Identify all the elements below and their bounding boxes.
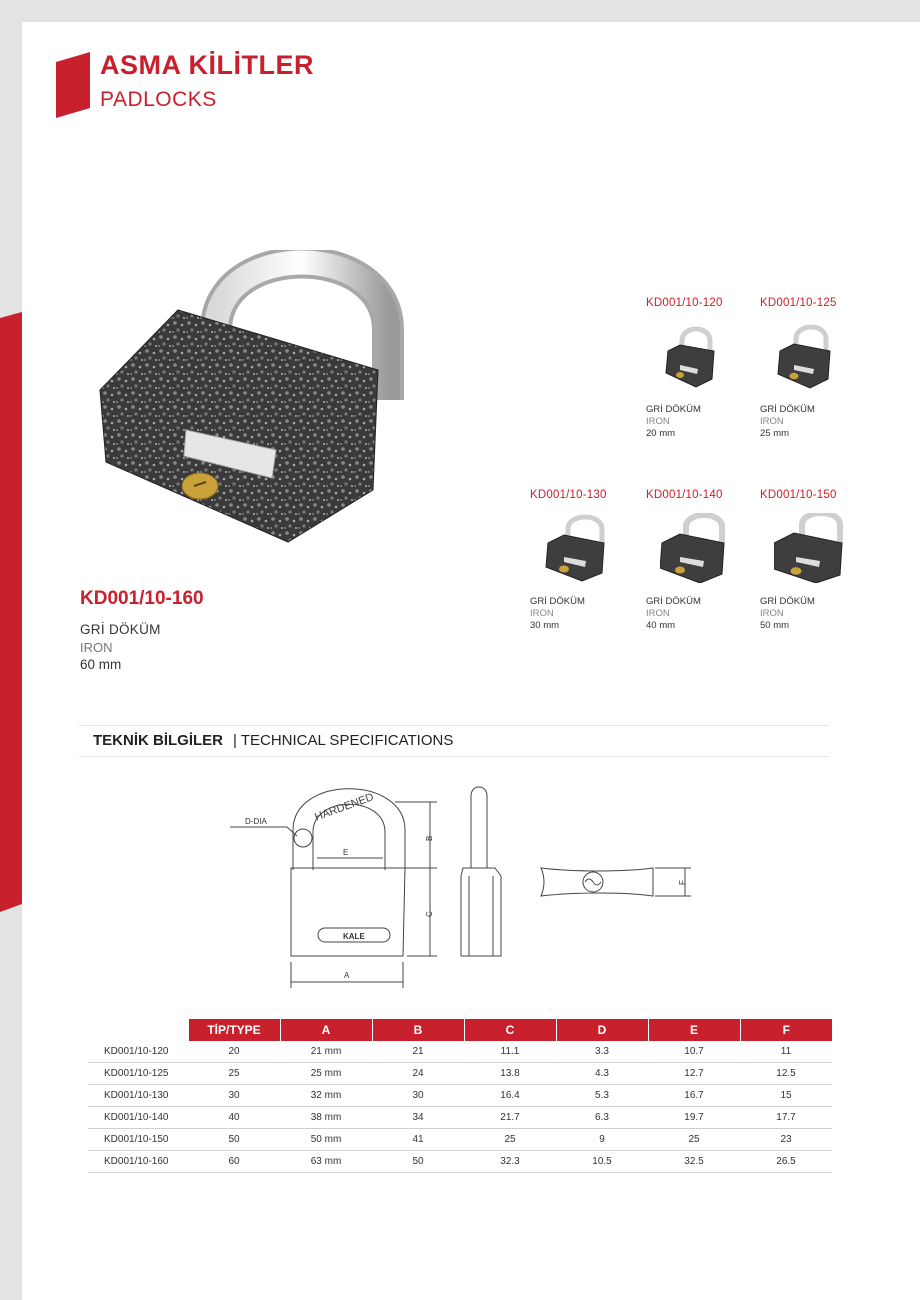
table-cell: 10.7	[648, 1041, 740, 1063]
table-cell: 10.5	[556, 1151, 648, 1173]
table-cell: 21 mm	[280, 1041, 372, 1063]
table-row	[88, 1107, 832, 1129]
table-cell: KD001/10-130	[88, 1085, 188, 1107]
table-cell: KD001/10-120	[88, 1041, 188, 1063]
table-cell: 15	[740, 1085, 832, 1107]
table-cell: 25	[464, 1129, 556, 1151]
table-cell: 60	[188, 1151, 280, 1173]
table-header-e: E	[648, 1019, 740, 1041]
table-cell: 25	[648, 1129, 740, 1151]
specs-table	[88, 1019, 832, 1173]
table-cell: 21.7	[464, 1107, 556, 1129]
padlock-thumbnail	[660, 513, 730, 583]
table-header-blank	[88, 1019, 188, 1041]
variant-card	[530, 489, 640, 631]
drawing-label-a: A	[344, 971, 350, 980]
padlock-thumbnail	[774, 513, 844, 583]
main-product-material-en: IRON	[80, 640, 113, 655]
variant-card	[760, 297, 870, 439]
variant-material-en: IRON	[530, 608, 554, 619]
table-cell: 16.4	[464, 1085, 556, 1107]
table-cell: 24	[372, 1063, 464, 1085]
specs-heading-bar	[79, 725, 829, 757]
table-cell: 41	[372, 1129, 464, 1151]
table-cell: 30	[372, 1085, 464, 1107]
table-header-type: TİP/TYPE	[188, 1019, 280, 1041]
table-cell: 32.5	[648, 1151, 740, 1173]
table-cell: 17.7	[740, 1107, 832, 1129]
red-accent-stripe	[0, 0, 22, 1300]
table-cell: 25 mm	[280, 1063, 372, 1085]
specs-heading-separator: |	[233, 732, 237, 749]
specs-heading-text: TECHNICAL SPECIFICATIONS	[240, 732, 454, 749]
variant-material: GRİ DÖKÜM	[646, 404, 701, 415]
table-cell: 32.3	[464, 1151, 556, 1173]
variant-code: KD001/10-150	[760, 489, 837, 501]
table-cell: 40	[188, 1107, 280, 1129]
variant-code: KD001/10-120	[646, 297, 723, 309]
table-cell: 20	[188, 1041, 280, 1063]
table-cell: 12.7	[648, 1063, 740, 1085]
table-header-f: F	[740, 1019, 832, 1041]
padlock-thumbnail	[660, 321, 730, 391]
main-product-code: KD001/10-160	[80, 588, 204, 609]
variant-material-en: IRON	[646, 608, 670, 619]
table-cell: KD001/10-160	[88, 1151, 188, 1173]
table-cell: 63 mm	[280, 1151, 372, 1173]
specs-heading-rest	[233, 732, 453, 749]
table-cell: KD001/10-140	[88, 1107, 188, 1129]
variant-material: GRİ DÖKÜM	[760, 404, 815, 415]
table-header-c: C	[464, 1019, 556, 1041]
table-cell: 12.5	[740, 1063, 832, 1085]
table-cell: 25	[188, 1063, 280, 1085]
page-subtitle: PADLOCKS	[100, 88, 217, 111]
table-cell: 6.3	[556, 1107, 648, 1129]
table-cell: 26.5	[740, 1151, 832, 1173]
variant-card	[646, 297, 756, 439]
table-header-row	[88, 1019, 832, 1041]
main-product-material: GRİ DÖKÜM	[80, 622, 161, 637]
variant-size: 40 mm	[646, 620, 676, 631]
table-header-d: D	[556, 1019, 648, 1041]
table-cell: 38 mm	[280, 1107, 372, 1129]
variant-card	[646, 489, 756, 631]
table-cell: 50 mm	[280, 1129, 372, 1151]
top-band	[0, 0, 920, 22]
table-row	[88, 1063, 832, 1085]
padlock-thumbnail	[774, 321, 844, 391]
variant-code: KD001/10-130	[530, 489, 607, 501]
table-cell: 4.3	[556, 1063, 648, 1085]
specs-heading-bold: TEKNİK BİLGİLER	[93, 732, 223, 749]
table-cell: 3.3	[556, 1041, 648, 1063]
table-row	[88, 1041, 832, 1063]
variant-material-en: IRON	[760, 608, 784, 619]
variant-size: 30 mm	[530, 620, 560, 631]
padlock-main-image	[88, 250, 408, 550]
table-cell: 23	[740, 1129, 832, 1151]
table-cell: KD001/10-125	[88, 1063, 188, 1085]
variant-code: KD001/10-125	[760, 297, 837, 309]
drawing-label-e: E	[343, 848, 349, 857]
table-cell: KD001/10-150	[88, 1129, 188, 1151]
table-cell: 11.1	[464, 1041, 556, 1063]
drawing-brand: KALE	[343, 932, 365, 941]
variant-material: GRİ DÖKÜM	[530, 596, 585, 607]
title-accent-shape	[56, 52, 90, 118]
variant-size: 50 mm	[760, 620, 790, 631]
variant-size: 25 mm	[760, 428, 790, 439]
main-product-size: 60 mm	[80, 657, 122, 672]
table-row	[88, 1151, 832, 1173]
table-header-a: A	[280, 1019, 372, 1041]
drawing-label-d: D-DIA	[245, 817, 267, 826]
table-cell: 11	[740, 1041, 832, 1063]
padlock-thumbnail	[544, 513, 614, 583]
table-cell: 30	[188, 1085, 280, 1107]
drawing-label-c: C	[425, 911, 434, 917]
table-cell: 5.3	[556, 1085, 648, 1107]
drawing-label-b: B	[425, 835, 434, 841]
table-row	[88, 1129, 832, 1151]
variant-size: 20 mm	[646, 428, 676, 439]
table-row	[88, 1085, 832, 1107]
page-title: ASMA KİLİTLER	[100, 50, 314, 80]
table-cell: 34	[372, 1107, 464, 1129]
variant-material: GRİ DÖKÜM	[760, 596, 815, 607]
technical-drawing	[225, 780, 705, 995]
variant-code: KD001/10-140	[646, 489, 723, 501]
variant-material-en: IRON	[646, 416, 670, 427]
table-cell: 9	[556, 1129, 648, 1151]
variant-material-en: IRON	[760, 416, 784, 427]
table-cell: 50	[372, 1151, 464, 1173]
table-cell: 50	[188, 1129, 280, 1151]
variant-material: GRİ DÖKÜM	[646, 596, 701, 607]
variant-card	[760, 489, 870, 631]
table-cell: 19.7	[648, 1107, 740, 1129]
table-cell: 13.8	[464, 1063, 556, 1085]
drawing-label-f: F	[678, 880, 687, 885]
table-cell: 16.7	[648, 1085, 740, 1107]
table-cell: 32 mm	[280, 1085, 372, 1107]
table-cell: 21	[372, 1041, 464, 1063]
drawing-shackle-text: HARDENED	[313, 791, 376, 824]
table-header-b: B	[372, 1019, 464, 1041]
